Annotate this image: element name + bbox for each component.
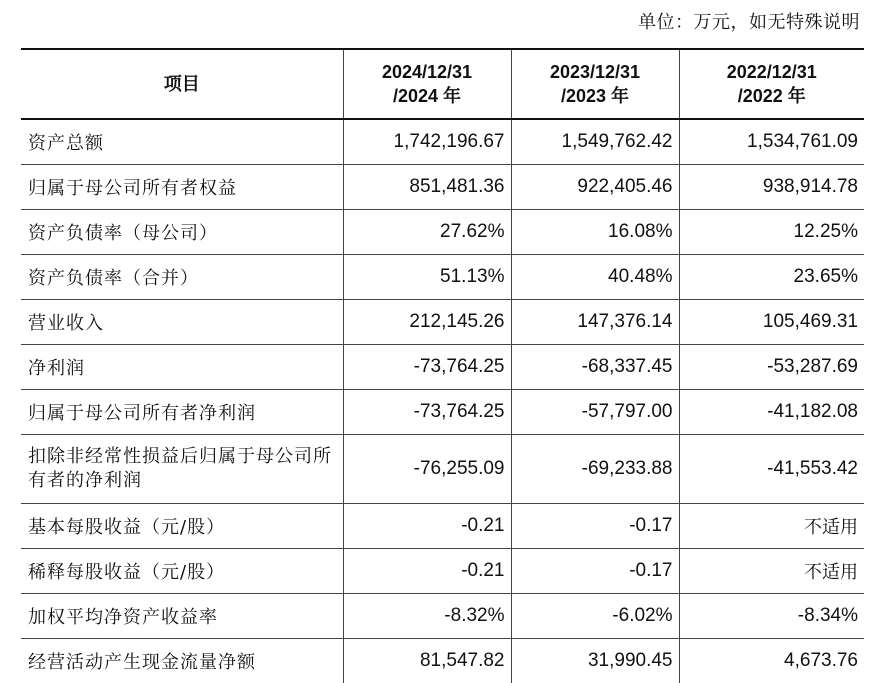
table-row: [21, 504, 864, 549]
row-value: 938,914.78: [679, 165, 864, 210]
row-value: 1,549,762.42: [511, 119, 679, 165]
row-value: 16.08%: [511, 210, 679, 255]
table-row: [21, 390, 864, 435]
unit-note: 单位：万元，如无特殊说明: [638, 12, 860, 33]
row-value: 27.62%: [343, 210, 511, 255]
row-value: -0.21: [343, 504, 511, 549]
row-label: 加权平均净资产收益率: [21, 594, 343, 639]
row-value: 51.13%: [343, 255, 511, 300]
table-row: [21, 300, 864, 345]
row-value: 不适用: [679, 549, 864, 594]
table-row: [21, 210, 864, 255]
header-year-2022: [679, 49, 864, 119]
table-row: [21, 255, 864, 300]
row-value: 147,376.14: [511, 300, 679, 345]
row-value: -0.21: [343, 549, 511, 594]
row-value: 105,469.31: [679, 300, 864, 345]
header-year-2024-year: /2024 年: [392, 86, 462, 106]
row-value: 31,990.45: [511, 639, 679, 683]
row-value: 1,742,196.67: [343, 119, 511, 165]
table-header-row: [21, 49, 864, 119]
header-year-2023: [511, 49, 679, 119]
row-label: 归属于母公司所有者权益: [21, 165, 343, 210]
header-year-2022-date: 2022/12/31: [726, 62, 817, 82]
row-value: -41,553.42: [679, 435, 864, 504]
row-value: 4,673.76: [679, 639, 864, 683]
row-label: 资产负债率（合并）: [21, 255, 343, 300]
row-value: -8.32%: [343, 594, 511, 639]
header-item: 项目: [163, 74, 200, 94]
header-year-2022-year: /2022 年: [737, 86, 806, 106]
row-value: -76,255.09: [343, 435, 511, 504]
row-value: 81,547.82: [343, 639, 511, 683]
row-value: -69,233.88: [511, 435, 679, 504]
row-value: 1,534,761.09: [679, 119, 864, 165]
row-value: -73,764.25: [343, 345, 511, 390]
row-value: 不适用: [679, 504, 864, 549]
row-label: 扣除非经常性损益后归属于母公司所有者的净利润: [21, 435, 343, 504]
row-value: 12.25%: [679, 210, 864, 255]
row-value: -0.17: [511, 549, 679, 594]
header-year-2023-year: /2023 年: [560, 86, 630, 106]
row-value: 40.48%: [511, 255, 679, 300]
row-value: -53,287.69: [679, 345, 864, 390]
table-row: [21, 594, 864, 639]
row-label: 净利润: [21, 345, 343, 390]
table-row: [21, 639, 864, 683]
row-value: -68,337.45: [511, 345, 679, 390]
header-year-2023-date: 2023/12/31: [549, 62, 641, 82]
header-year-2024: [343, 49, 511, 119]
row-value: -57,797.00: [511, 390, 679, 435]
row-label: 资产总额: [21, 119, 343, 165]
row-value: 212,145.26: [343, 300, 511, 345]
row-label: 归属于母公司所有者净利润: [21, 390, 343, 435]
table-row: [21, 345, 864, 390]
row-value: -0.17: [511, 504, 679, 549]
row-value: -73,764.25: [343, 390, 511, 435]
row-value: -41,182.08: [679, 390, 864, 435]
header-year-2024-date: 2024/12/31: [381, 62, 473, 82]
row-value: -8.34%: [679, 594, 864, 639]
row-value: -6.02%: [511, 594, 679, 639]
row-value: 851,481.36: [343, 165, 511, 210]
table-row: [21, 165, 864, 210]
row-label: 营业收入: [21, 300, 343, 345]
row-value: 922,405.46: [511, 165, 679, 210]
financial-summary-table: [21, 48, 864, 683]
row-label: 基本每股收益（元/股）: [21, 504, 343, 549]
table-row: [21, 549, 864, 594]
row-value: 23.65%: [679, 255, 864, 300]
row-label: 资产负债率（母公司）: [21, 210, 343, 255]
row-label: 稀释每股收益（元/股）: [21, 549, 343, 594]
table-row: [21, 435, 864, 504]
table-row: [21, 119, 864, 165]
row-label: 经营活动产生现金流量净额: [21, 639, 343, 683]
